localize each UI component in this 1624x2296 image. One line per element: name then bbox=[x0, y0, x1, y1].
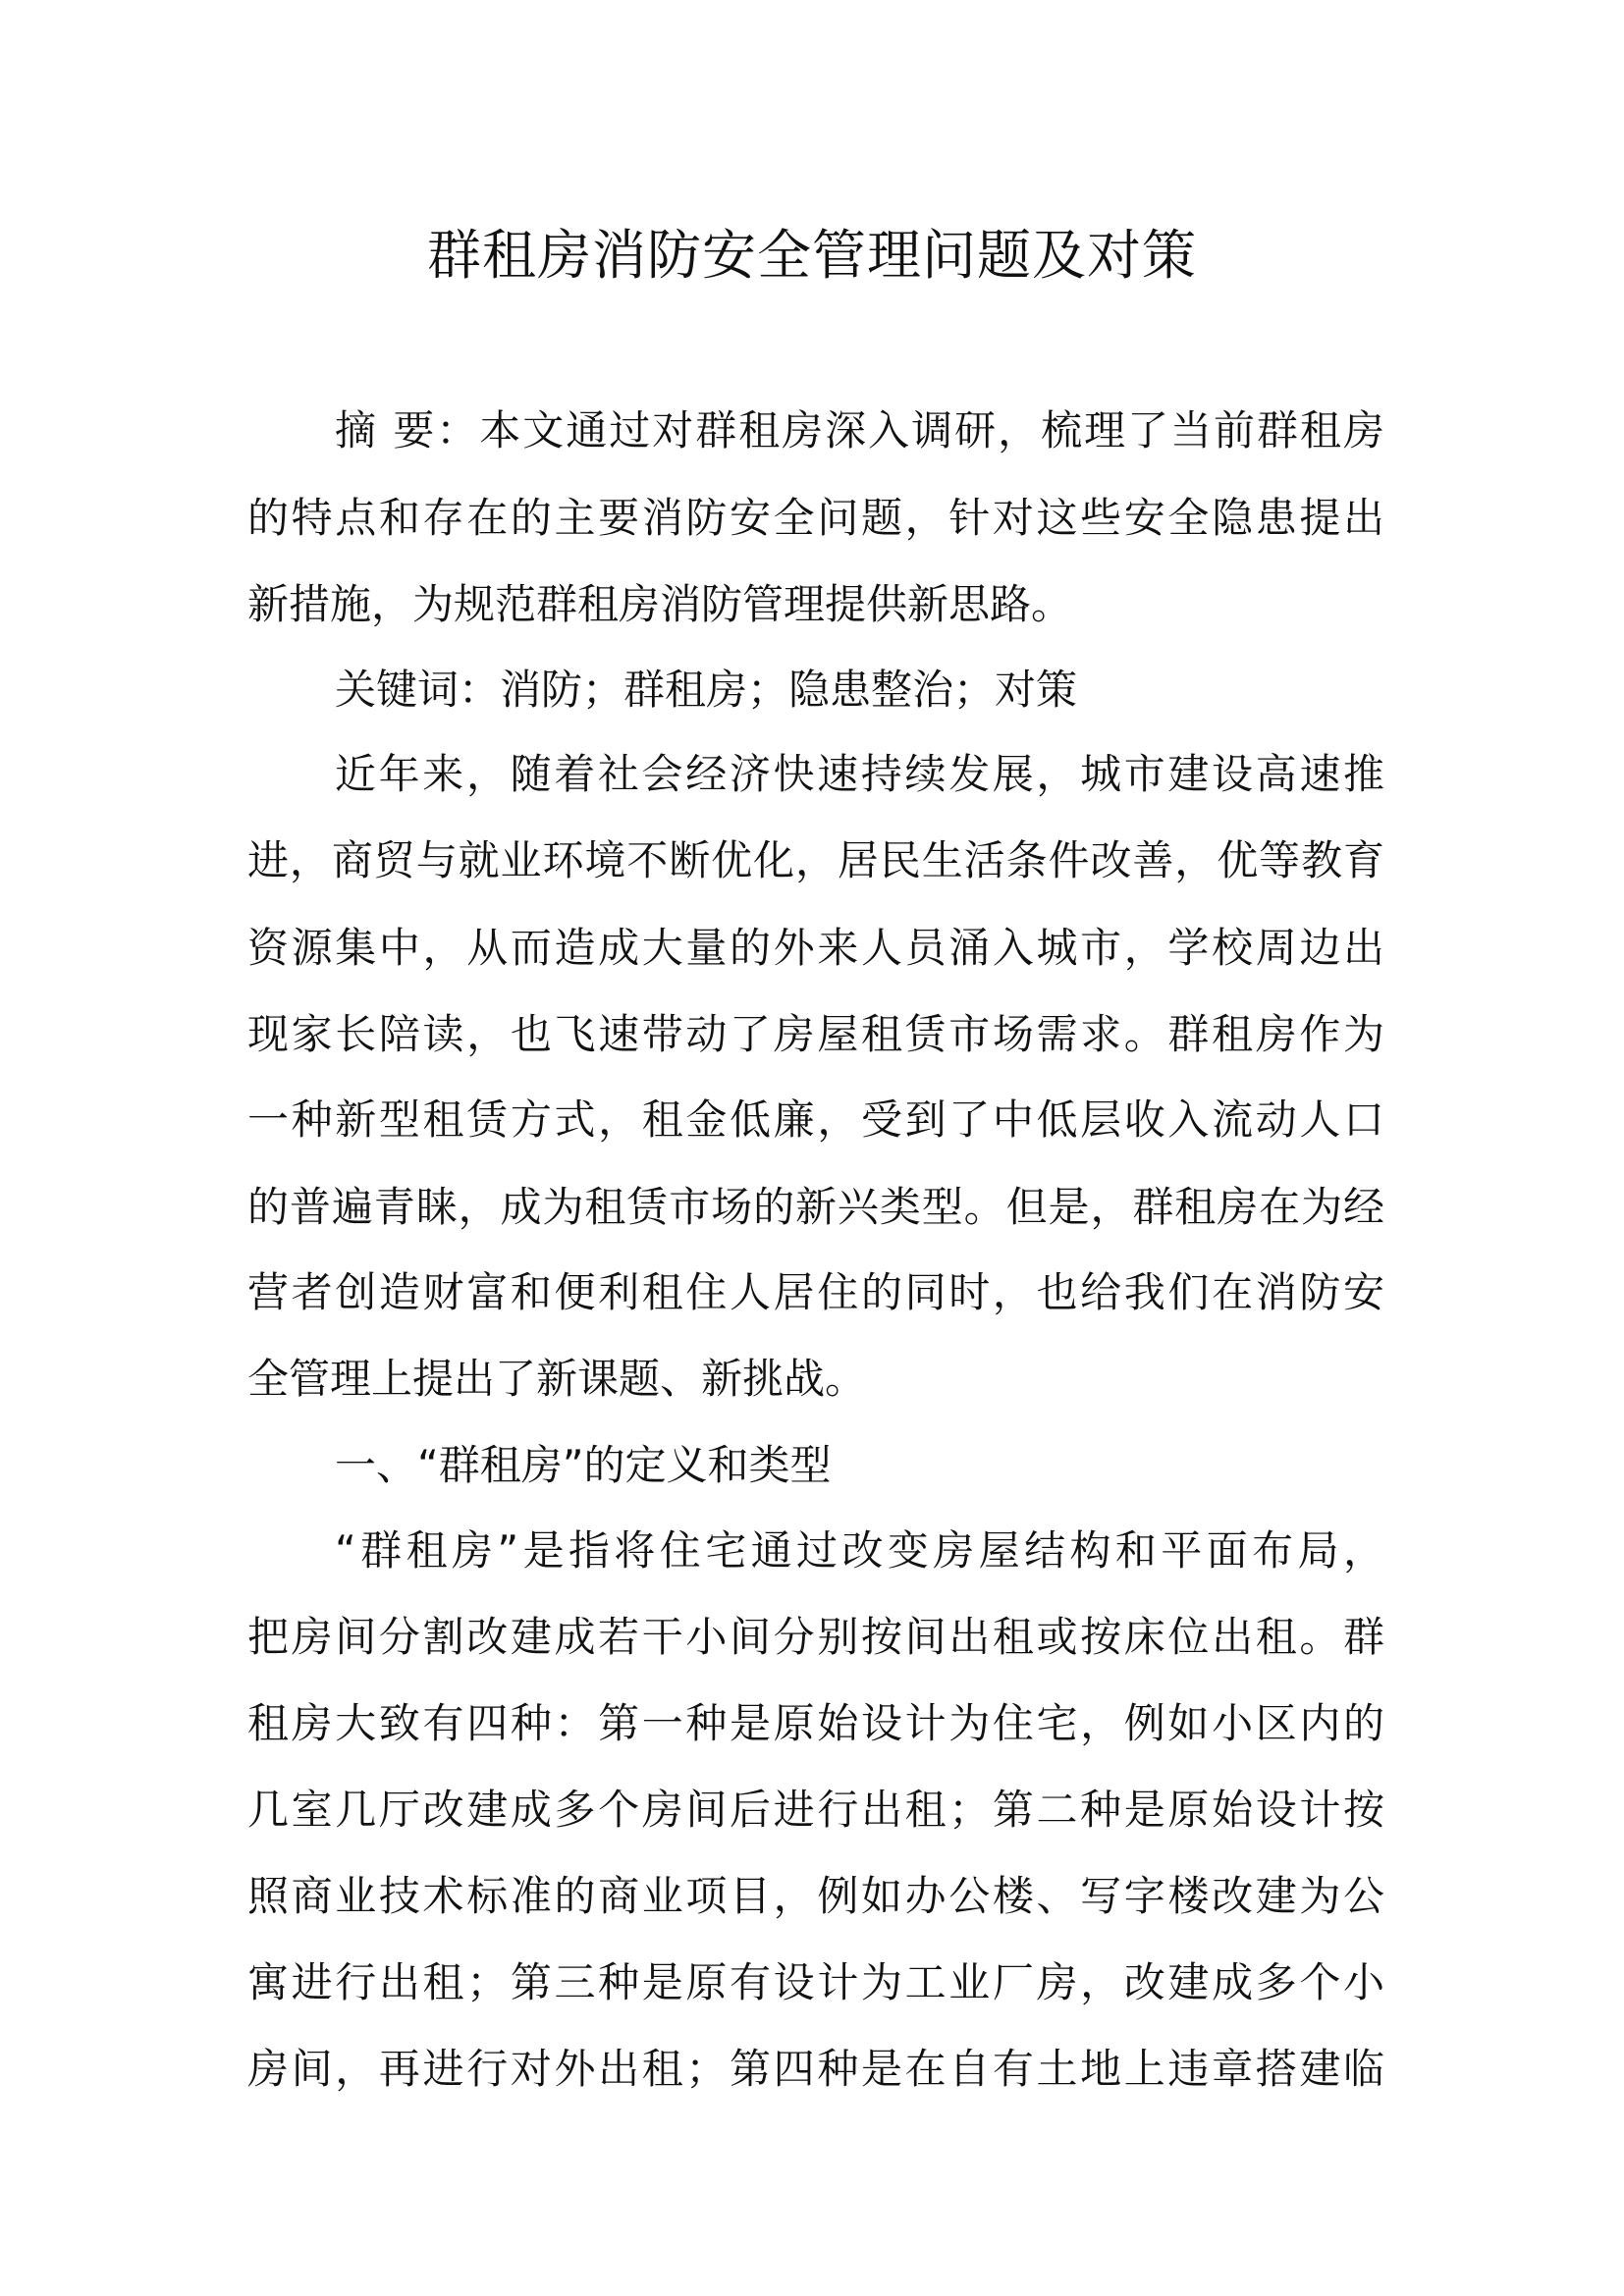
abstract-line: 新措施，为规范群租房消防管理提供新思路。 bbox=[247, 580, 1073, 628]
paragraph-line: 几室几厅改建成多个房间后进行出租；第二种是原始设计按 bbox=[247, 1786, 1384, 1834]
paragraph-line: 的普遍青睐，成为租赁市场的新兴类型。但是，群租房在为经 bbox=[247, 1183, 1384, 1231]
paragraph-line: 照商业技术标准的商业项目，例如办公楼、写字楼改建为公 bbox=[247, 1872, 1384, 1920]
paragraph-line: 租房大致有四种：第一种是原始设计为住宅，例如小区内的 bbox=[247, 1699, 1384, 1747]
document-title: 群租房消防安全管理问题及对策 bbox=[426, 224, 1197, 287]
paragraph-line: 房间，再进行对外出租；第四种是在自有土地上违章搭建临 bbox=[247, 2045, 1384, 2093]
abstract-line: 摘 要：本文通过对群租房深入调研，梳理了当前群租房 bbox=[335, 406, 1384, 454]
paragraph-line: 全管理上提出了新课题、新挑战。 bbox=[247, 1355, 867, 1403]
paragraph-line: 进，商贸与就业环境不断优化，居民生活条件改善，优等教育 bbox=[247, 836, 1384, 884]
paragraph-line: 营者创造财富和便利租住人居住的同时，也给我们在消防安 bbox=[247, 1268, 1384, 1316]
paragraph-line: “群租房”是指将住宅通过改变房屋结构和平面布局， bbox=[335, 1526, 1384, 1575]
paragraph-line: 资源集中，从而造成大量的外来人员涌入城市，学校周边出 bbox=[247, 924, 1384, 972]
paragraph-line: 现家长陪读，也飞速带动了房屋租赁市场需求。群租房作为 bbox=[247, 1010, 1384, 1058]
section-heading: 一、“群租房”的定义和类型 bbox=[335, 1441, 832, 1489]
abstract-line: 的特点和存在的主要消防安全问题，针对这些安全隐患提出 bbox=[247, 494, 1384, 542]
paragraph-line: 近年来，随着社会经济快速持续发展，城市建设高速推 bbox=[335, 750, 1384, 798]
keywords-line: 关键词：消防；群租房；隐患整治；对策 bbox=[335, 666, 1078, 714]
paragraph-line: 把房间分割改建成若干小间分别按间出租或按床位出租。群 bbox=[247, 1613, 1384, 1661]
paragraph-line: 一种新型租赁方式，租金低廉，受到了中低层收入流动人口 bbox=[247, 1095, 1384, 1144]
paragraph-line: 寓进行出租；第三种是原有设计为工业厂房，改建成多个小 bbox=[247, 1958, 1384, 2006]
